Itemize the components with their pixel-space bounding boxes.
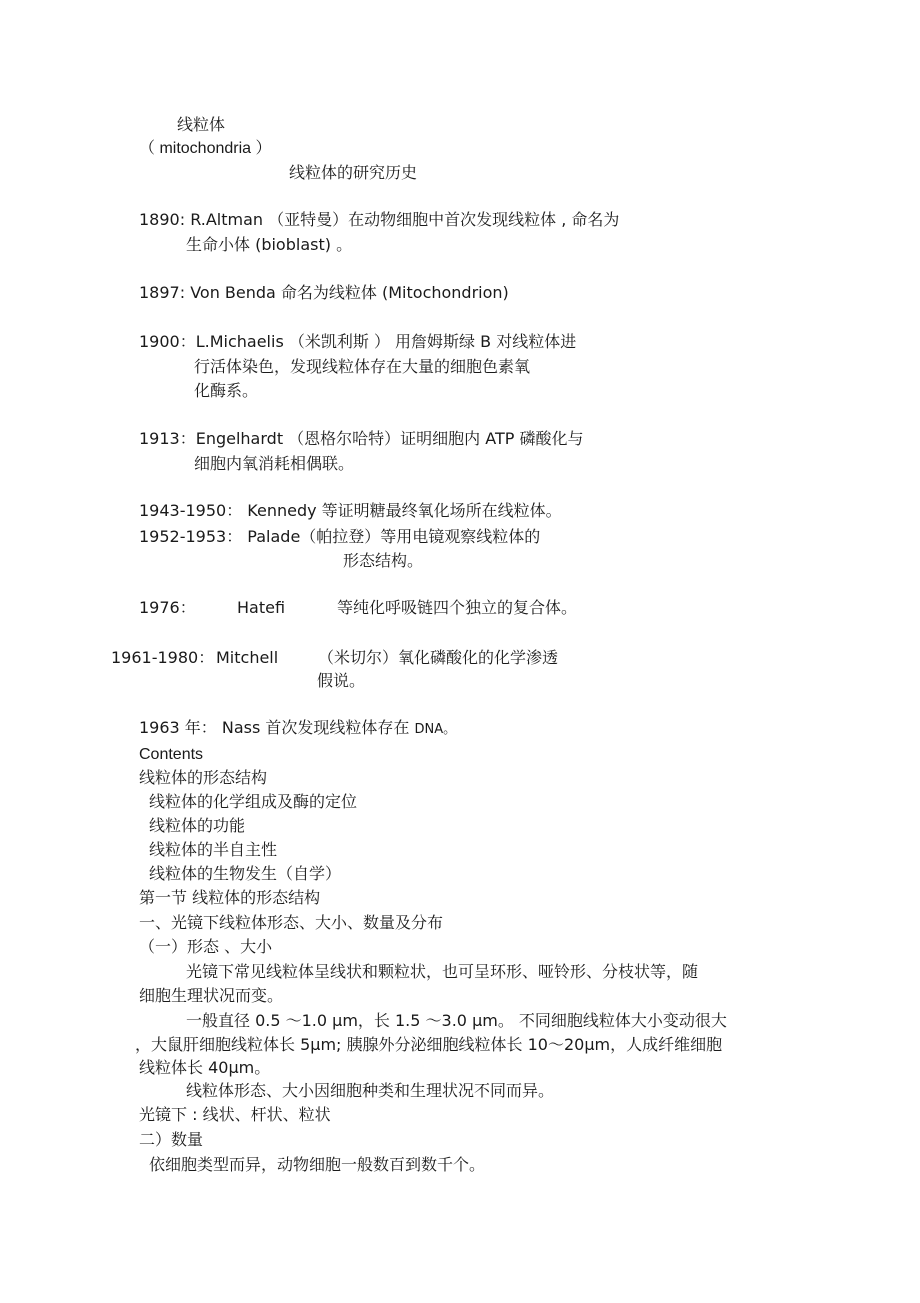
history-1913-line-2: 细胞内氧消耗相偶联。 (194, 454, 355, 473)
history-1952-line-2: 形态结构。 (343, 551, 424, 570)
title-line-1: 线粒体 (177, 115, 226, 134)
history-1900-line-3: 化酶系。 (194, 381, 259, 400)
paragraph-2-line-1: 一般直径 0.5 ～1.0 μm，长 1.5 ～3.0 μm。 不同细胞线粒体大小变动很大 (186, 1011, 727, 1030)
section-subheading-1: 一、光镜下线粒体形态、大小、数量及分布 (139, 913, 444, 932)
paragraph-4: 光镜下 : 线状、杆状、粒状 (139, 1105, 331, 1124)
paragraph-1-line-1: 光镜下常见线粒体呈线状和颗粒状，也可呈环形、哑铃形、分枝状等，随 (186, 962, 699, 981)
history-1976-name: Hatefi (237, 598, 286, 617)
contents-item: 线粒体的形态结构 (139, 768, 268, 787)
history-1963-main: 1963 年： Nass 首次发现线粒体存在 (139, 718, 410, 737)
history-1961-text: （米切尔）氧化磷酸化的化学渗透 (318, 648, 559, 667)
section-subheading-1a: （一）形态 、大小 (139, 937, 273, 956)
title-line-2: （ mitochondria ） (139, 140, 272, 157)
history-1976-text: 等纯化呼吸链四个独立的复合体。 (337, 598, 578, 617)
history-1900-line-2: 行活体染色，发现线粒体存在大量的细胞色素氧 (194, 357, 531, 376)
contents-item: 线粒体的生物发生（自学） (149, 864, 342, 883)
history-1890-line-1: 1890: R.Altman （亚特曼）在动物细胞中首次发现线粒体 , 命名为 (139, 210, 620, 229)
contents-item: 线粒体的化学组成及酶的定位 (149, 792, 358, 811)
history-1963 (139, 717, 456, 741)
paragraph-2-line-3: 线粒体长 40μm。 (139, 1058, 271, 1077)
history-1943: 1943-1950： Kennedy 等证明糖最终氧化场所在线粒体。 (139, 501, 562, 520)
history-1952-line-1: 1952-1953： Palade（帕拉登）等用电镜观察线粒体的 (139, 527, 541, 546)
paragraph-3: 线粒体形态、大小因细胞种类和生理状况不同而异。 (186, 1081, 555, 1100)
section-subheading-2: 二）数量 (139, 1130, 204, 1149)
paragraph-5: 依细胞类型而异，动物细胞一般数百到数千个。 (149, 1155, 486, 1174)
history-1961-name: Mitchell (216, 648, 279, 667)
history-1900-line-1: 1900：L.Michaelis （米凯利斯 ） 用詹姆斯绿 B 对线粒体进 (139, 332, 577, 351)
paragraph-1-line-2: 细胞生理状况而变。 (139, 986, 284, 1005)
history-1961-line-2: 假说。 (317, 671, 366, 690)
contents-item: 线粒体的半自主性 (149, 840, 278, 859)
history-1913-line-1: 1913：Engelhardt （恩格尔哈特）证明细胞内 ATP 磷酸化与 (139, 429, 584, 448)
subtitle: 线粒体的研究历史 (289, 163, 418, 182)
history-1961-year: 1961-1980： (111, 648, 215, 667)
paragraph-2-line-2: ，大鼠肝细胞线粒体长 5μm; 胰腺外分泌细胞线粒体长 10～20μm，人成纤维细胞 (135, 1035, 723, 1054)
contents-heading: Contents (139, 746, 204, 763)
history-1976-year: 1976： (139, 598, 196, 617)
history-1890-line-2: 生命小体 (bioblast) 。 (186, 235, 353, 254)
history-1963-dna: DNA。 (414, 722, 457, 737)
contents-item: 线粒体的功能 (149, 816, 246, 835)
section-title: 第一节 线粒体的形态结构 (139, 888, 321, 907)
history-1897: 1897: Von Benda 命名为线粒体 (Mitochondrion) (139, 283, 509, 302)
